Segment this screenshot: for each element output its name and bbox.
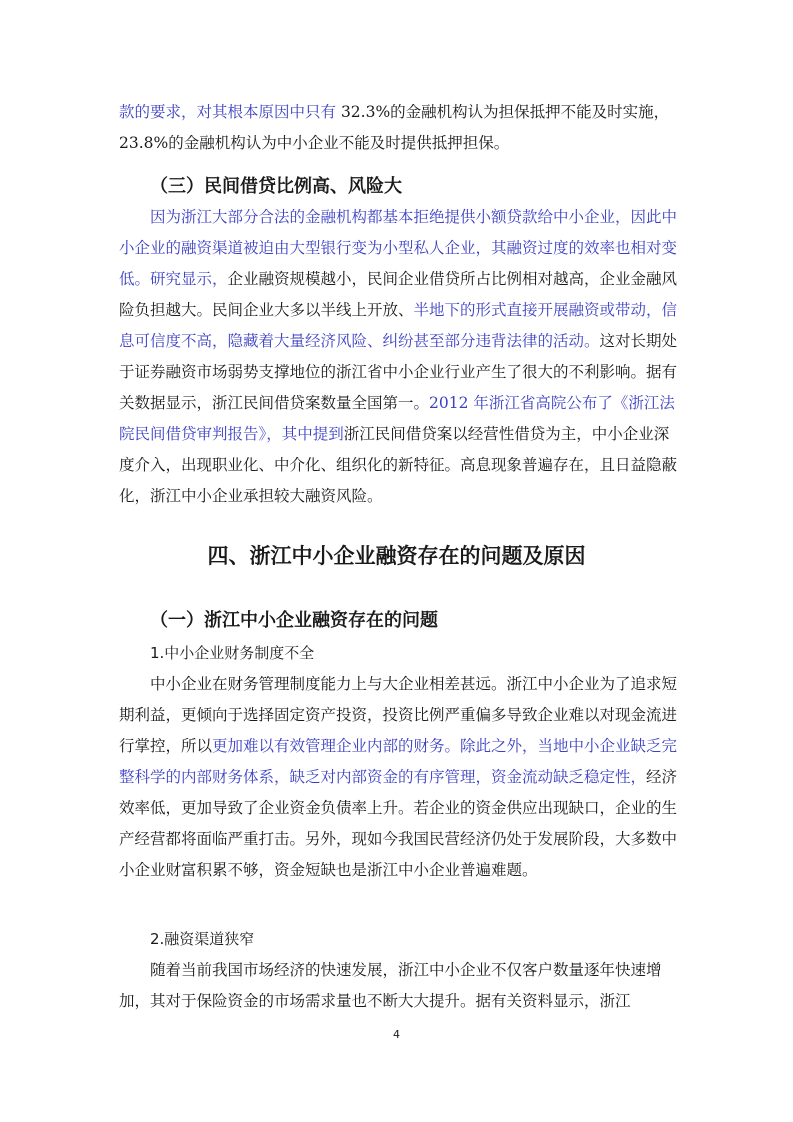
chapter-heading-4: 四、浙江中小企业融资存在的问题及原因: [207, 544, 586, 568]
section-heading-3: （三）民间借贷比例高、风险大: [150, 176, 402, 197]
highlighted-text: 因为浙江大部分合法的金融机构都基本拒绝提供小额贷款给中小企业，因此中小企业的融资渠道被迫由大型银行变为小型私人企业，其融资过度的效率也相对变低。研究显示，: [119, 208, 678, 288]
body-text: 32.3%的金融机构认为担保抵押不能及时实施，: [336, 103, 670, 121]
subheading-financial-system: 1.中小企业财务制度不全: [150, 644, 315, 662]
subheading-financing-channels: 2.融资渠道狭窄: [150, 930, 255, 948]
paragraph-continuation: [119, 97, 679, 159]
page-number: 4: [393, 1028, 400, 1041]
body-text: 随着当前我国市场经济的快速发展，浙江中小企业不仅客户数量逐年快速增加，其对于保险资金的市场需求量也不断大大提升。据有关资料显示，浙江: [119, 961, 662, 1010]
section-heading-1: （一）浙江中小企业融资存在的问题: [150, 610, 438, 631]
body-text: 经济效率低，更加导致了企业资金负债率上升。若企业的资金供应出现缺口，企业的生产经营都将面临严重打击。另外，现如今我国民营经济仍处于发展阶段，大多数中小企业财富积累不够，资金短缺也是浙江中小企业普遍难题。: [119, 768, 678, 879]
paragraph-financing-channels: [119, 955, 679, 1017]
body-text: 这对长期处于证券融资市场弱势支撑地位的浙江省中小企业行业产生了很大的不利影响。据有关数据显示，浙江民间借贷案数量全国第一。: [119, 332, 678, 412]
highlighted-text: 2012 年浙江省高院公布了《浙江法院民间借贷审判报告》，其中提到: [119, 394, 675, 443]
body-text: 企业融资规模越小，民间企业借贷所占比例相对越高，企业金融风险负担越大。民间企业大多以半线上开放、: [119, 270, 678, 319]
body-text: 浙江民间借贷案以经营性借贷为主，中小企业深度介入，出现职业化、中介化、组织化的新特征。高息现象普遍存在，且日益隐蔽化，浙江中小企业承担较大融资风险。: [119, 425, 678, 505]
paragraph-private-lending: [119, 202, 679, 512]
paragraph-financial-system: [119, 669, 679, 886]
highlighted-text: 更加难以有效管理企业内部的财务。除此之外，当地中小企业缺乏完整科学的内部财务体系，缺乏对内部资金的有序管理，资金流动缺乏稳定性，: [119, 737, 678, 786]
body-text: 中小企业在财务管理制度能力上与大企业相差甚远。浙江中小企业为了追求短期利益，更倾向于选择固定资产投资，投资比例严重偏多导致企业难以对现金流进行掌控，所以: [119, 675, 678, 755]
highlighted-text: 款的要求，对其根本原因中只有: [119, 103, 337, 121]
body-text: 23.8%的金融机构认为中小企业不能及时提供抵押担保。: [119, 134, 510, 152]
highlighted-text: 半地下的形式直接开展融资或带动，信息可信度不高，隐藏着大量经济风险、纠纷甚至部分违背法律的活动。: [119, 301, 678, 350]
